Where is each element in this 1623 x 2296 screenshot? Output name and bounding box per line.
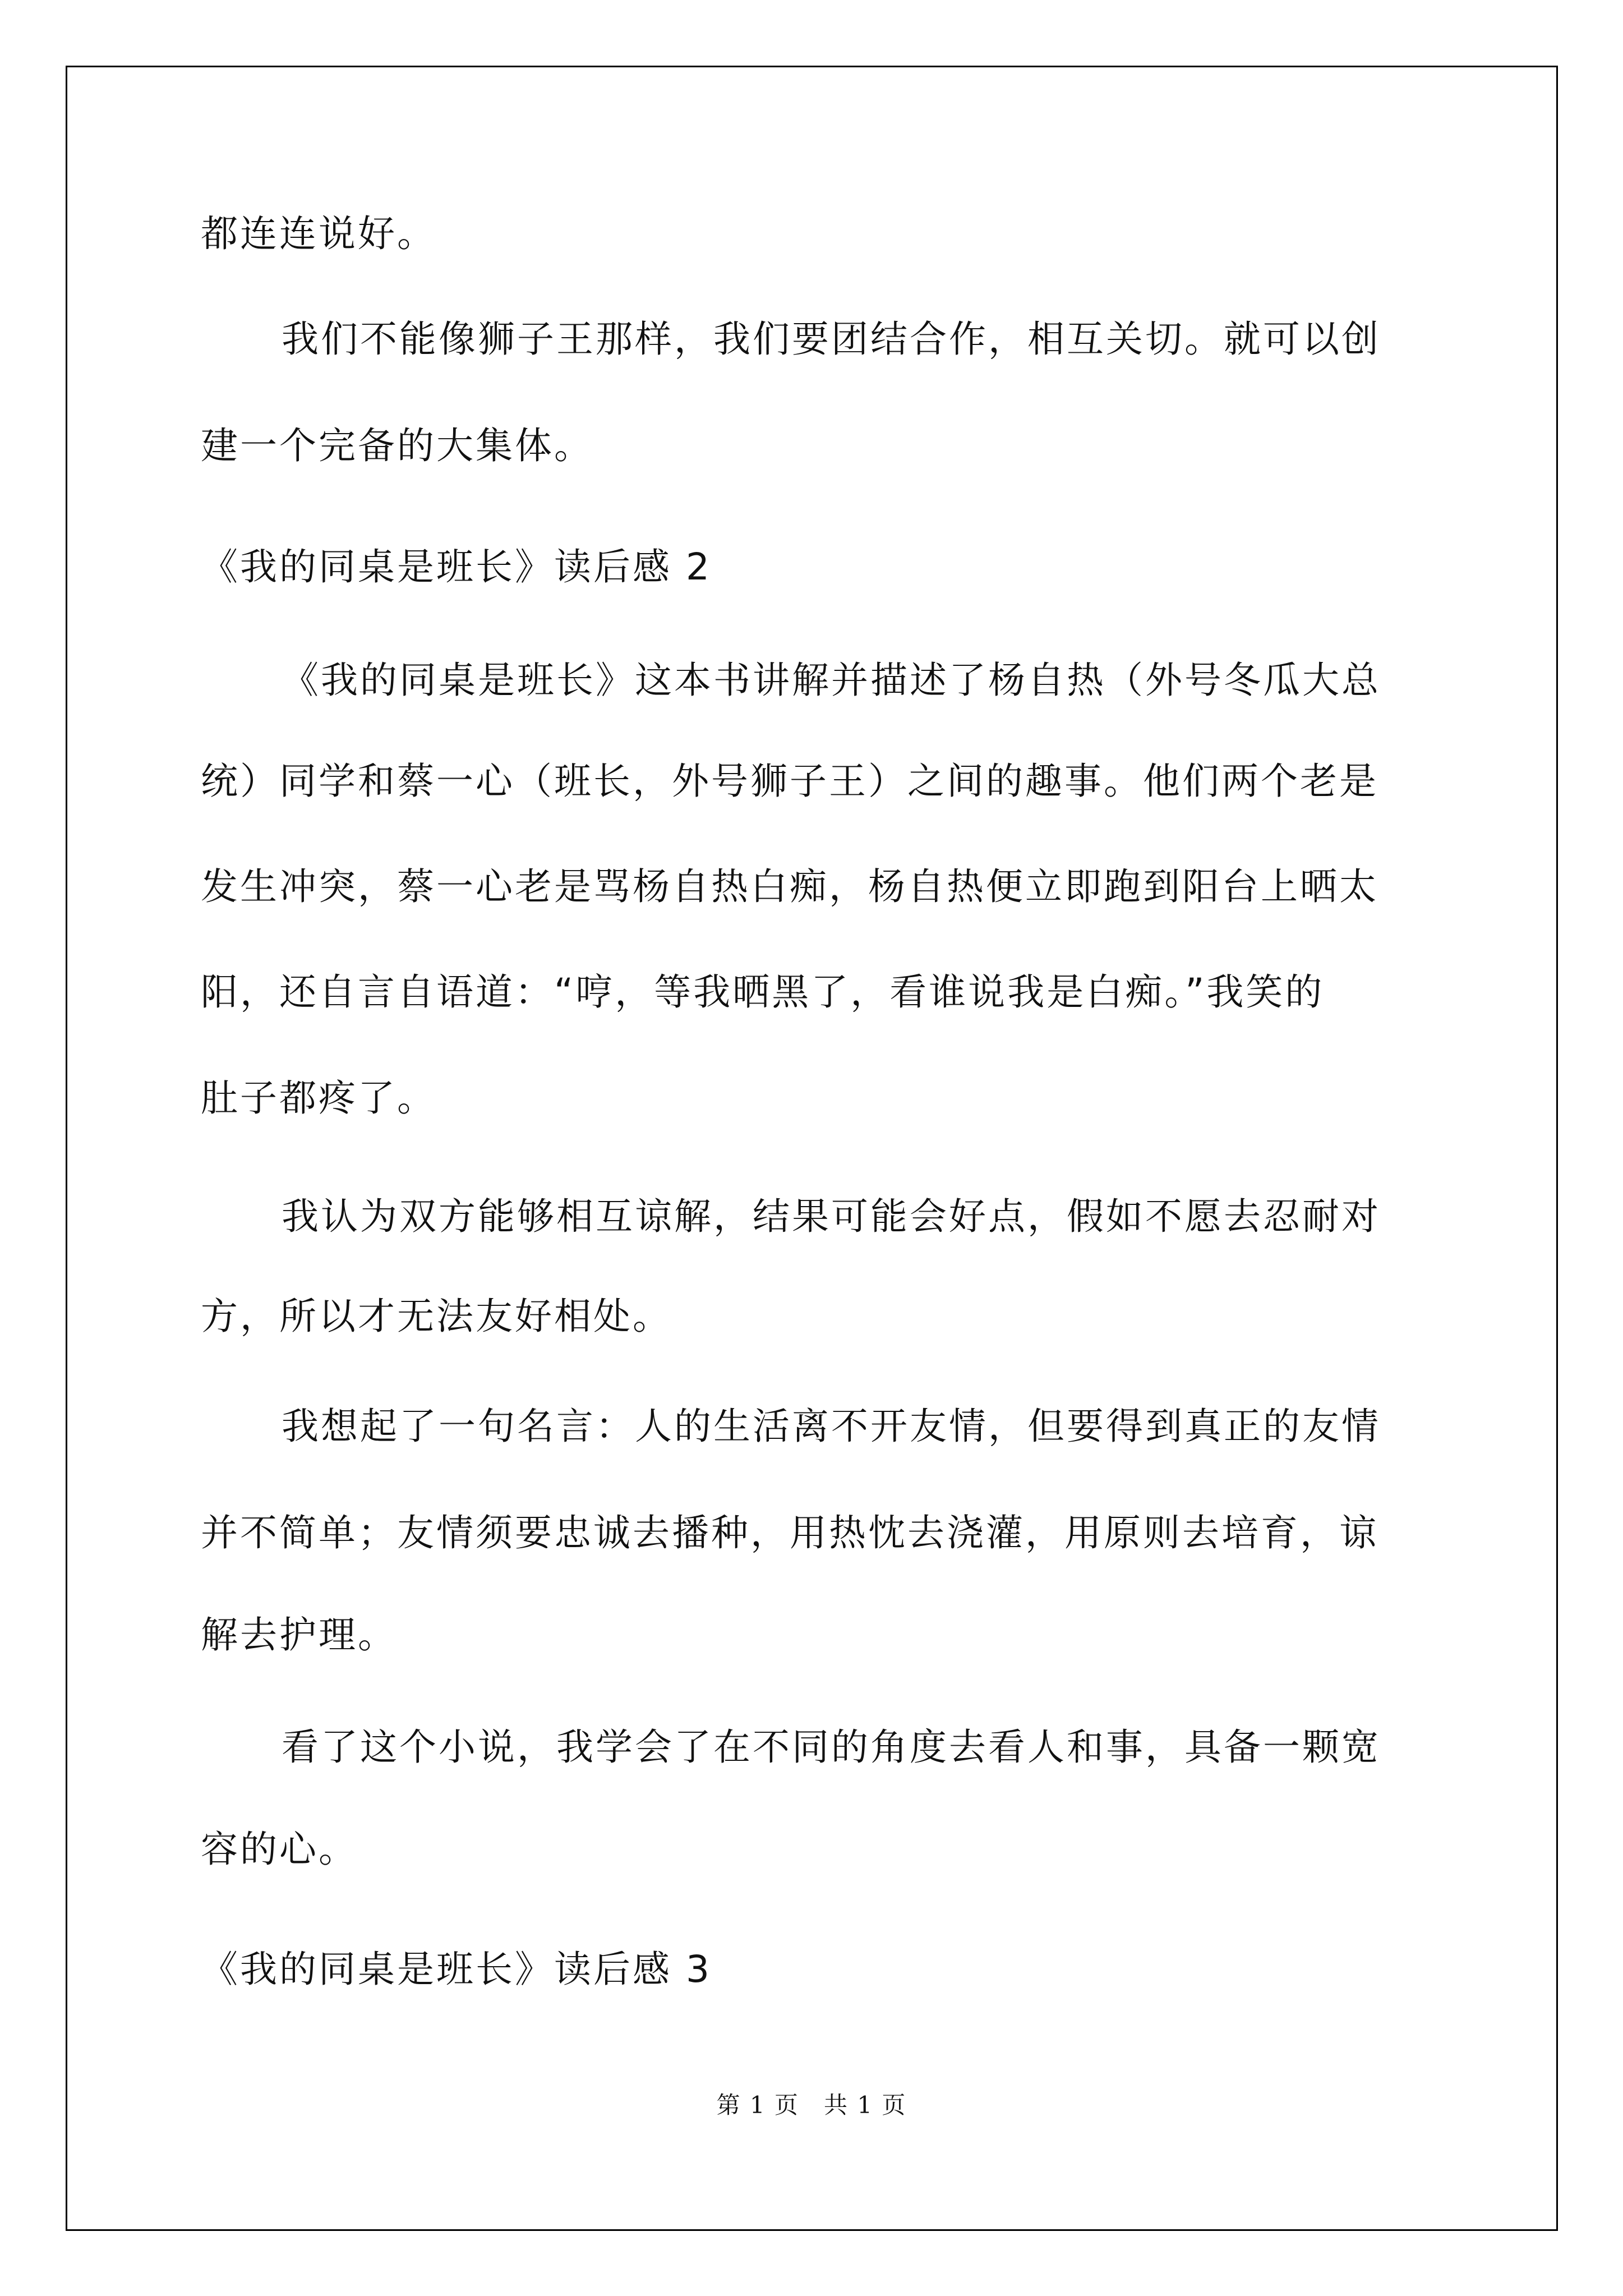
text-line: 并不简单；友情须要忠诚去播种，用热忱去浇灌，用原则去培育，谅 bbox=[201, 1511, 1378, 1554]
text-line: 肚子都疼了。 bbox=[201, 1076, 436, 1120]
page-footer: 第 1 页 共 1 页 bbox=[716, 2091, 907, 2119]
section-heading: 《我的同桌是班长》读后感 3 bbox=[201, 1948, 712, 1991]
text-line: 都连连说好。 bbox=[201, 212, 436, 255]
section-heading: 《我的同桌是班长》读后感 2 bbox=[201, 545, 712, 588]
text-line: 统）同学和蔡一心（班长，外号狮子王）之间的趣事。他们两个老是 bbox=[201, 760, 1378, 803]
paragraph-start: 《我的同桌是班长》这本书讲解并描述了杨自热（外号冬瓜大总 bbox=[282, 659, 1381, 702]
text-line: 阳，还自言自语道：“哼，等我晒黑了，看谁说我是白痴。”我笑的 bbox=[201, 970, 1325, 1014]
text-line: 容的心。 bbox=[201, 1828, 358, 1871]
text-line: 发生冲突，蔡一心老是骂杨自热白痴，杨自热便立即跑到阳台上晒太 bbox=[201, 865, 1378, 908]
text-line: 建一个完备的大集体。 bbox=[201, 424, 593, 467]
paragraph-start: 看了这个小说，我学会了在不同的角度去看人和事，具备一颗宽 bbox=[282, 1726, 1381, 1769]
paragraph-start: 我认为双方能够相互谅解，结果可能会好点，假如不愿去忍耐对 bbox=[282, 1195, 1381, 1238]
paragraph-start: 我想起了一句名言：人的生活离不开友情，但要得到真正的友情 bbox=[282, 1405, 1381, 1448]
page-border bbox=[66, 66, 1558, 2231]
paragraph-start: 我们不能像狮子王那样，我们要团结合作，相互关切。就可以创 bbox=[282, 318, 1381, 361]
text-line: 方，所以才无法友好相处。 bbox=[201, 1295, 672, 1338]
text-line: 解去护理。 bbox=[201, 1613, 397, 1657]
